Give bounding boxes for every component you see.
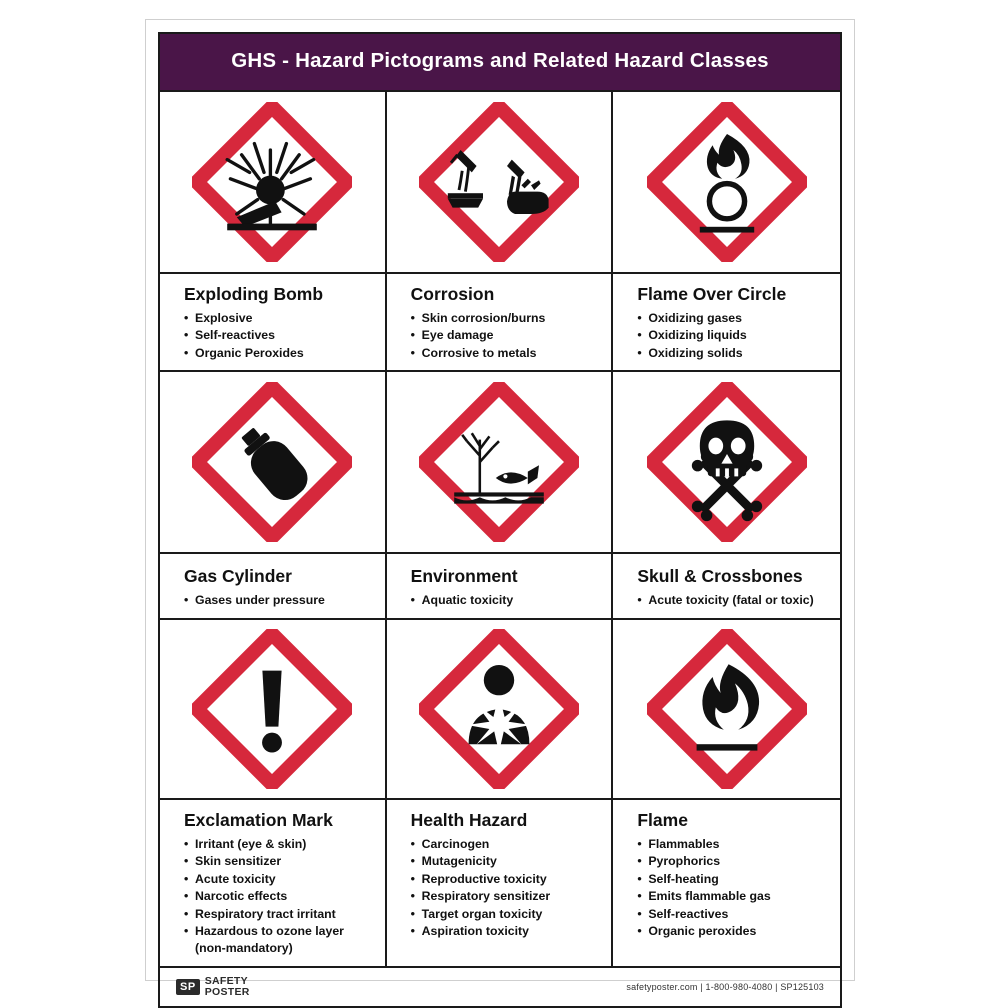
list-item: • Pyrophorics: [637, 853, 828, 870]
hazard-list: [184, 836, 373, 958]
hazard-list: [411, 836, 600, 941]
hazard-list: [184, 592, 373, 609]
flame-icon: [647, 629, 807, 789]
cell-text: [387, 554, 612, 618]
list-item: • Respiratory tract irritant: [184, 906, 373, 923]
list-item: • Acute toxicity: [184, 871, 373, 888]
ghs-poster: [145, 19, 855, 998]
poster-frame: [158, 32, 842, 1008]
cell-title: Exploding Bomb: [184, 283, 324, 304]
list-item: • Respiratory sensitizer: [411, 888, 600, 905]
list-item: • Organic Peroxides: [184, 345, 373, 362]
cell-environment: [387, 372, 614, 618]
list-item: • Corrosive to metals: [411, 345, 600, 362]
cell-title: Skull & Crossbones: [637, 566, 803, 587]
list-item: • Oxidizing gases: [637, 310, 828, 327]
list-item: • Flammables: [637, 836, 828, 853]
hazard-list: [637, 592, 828, 609]
list-item: • Self-heating: [637, 871, 828, 888]
pictogram-health-hazard: [387, 620, 612, 800]
list-item: • Oxidizing liquids: [637, 327, 828, 344]
list-item: • Reproductive toxicity: [411, 871, 600, 888]
list-item: • Gases under pressure: [184, 592, 373, 609]
cell-exploding-bomb: [160, 92, 387, 370]
list-item: • Mutagenicity: [411, 853, 600, 870]
list-item: • Organic peroxides: [637, 923, 828, 940]
cell-exclamation-mark: [160, 620, 387, 966]
hazard-list: [637, 836, 828, 941]
page-title: GHS - Hazard Pictograms and Related Hazard Classes: [160, 34, 840, 90]
pictogram-exclamation-mark: [160, 620, 385, 800]
exclamation-mark-icon: [192, 629, 352, 789]
cell-title: Gas Cylinder: [184, 566, 292, 587]
pictogram-gas-cylinder: [160, 372, 385, 554]
cell-text: [160, 554, 385, 618]
pictogram-exploding-bomb: [160, 92, 385, 274]
hazard-list: [637, 310, 828, 362]
corrosion-icon: [419, 102, 579, 262]
exploding-bomb-icon: [192, 102, 352, 262]
pictogram-corrosion: [387, 92, 612, 274]
list-item: • Self-reactives: [184, 327, 373, 344]
pictogram-skull-and-crossbones: [613, 372, 840, 554]
hazard-list: [411, 310, 600, 362]
pictogram-row: [160, 618, 840, 966]
cell-title: Corrosion: [410, 283, 495, 304]
list-item: • Narcotic effects: [184, 888, 373, 905]
list-item: • Acute toxicity (fatal or toxic): [637, 592, 828, 609]
health-hazard-icon: [419, 629, 579, 789]
logo-line-2: POSTER: [204, 985, 250, 998]
list-item: • Aspiration toxicity: [411, 923, 600, 940]
list-item: • Self-reactives: [637, 906, 828, 923]
flame-over-circle-icon: [647, 102, 807, 262]
list-item: • Eye damage: [411, 327, 600, 344]
cell-text: [387, 800, 612, 966]
cell-health-hazard: [387, 620, 614, 966]
list-item: • Skin sensitizer: [184, 853, 373, 870]
logo-mark: SP: [176, 979, 200, 995]
list-item: • Aquatic toxicity: [411, 592, 600, 609]
skull-and-crossbones-icon: [647, 382, 807, 542]
cell-title: Exclamation Mark: [184, 809, 333, 830]
cell-text: [613, 800, 840, 966]
cell-gas-cylinder: [160, 372, 387, 618]
list-item: • Irritant (eye & skin): [184, 836, 373, 853]
logo-text: [205, 976, 250, 997]
list-item: • Emits flammable gas: [637, 888, 828, 905]
cell-title: Health Hazard: [410, 809, 528, 830]
environment-icon: [419, 382, 579, 542]
brand-logo: [176, 976, 250, 997]
pictogram-flame-over-circle: [613, 92, 840, 274]
cell-text: [387, 274, 612, 370]
hazard-list: [184, 310, 373, 362]
pictogram-grid: [160, 90, 840, 966]
cell-text: [160, 800, 385, 966]
list-item: • Target organ toxicity: [411, 906, 600, 923]
pictogram-row: [160, 370, 840, 618]
footer-credit: safetyposter.com | 1-800-980-4080 | SP125103: [626, 981, 824, 992]
pictogram-environment: [387, 372, 612, 554]
cell-skull-and-crossbones: [613, 372, 840, 618]
list-item: • Skin corrosion/burns: [411, 310, 600, 327]
gas-cylinder-icon: [192, 382, 352, 542]
logo-line-1: SAFETY: [204, 975, 248, 988]
cell-flame-over-circle: [613, 92, 840, 370]
pictogram-flame: [613, 620, 840, 800]
cell-text: [613, 274, 840, 370]
hazard-list: [411, 592, 600, 609]
list-item: • Explosive: [184, 310, 373, 327]
list-item: • Hazardous to ozone layer (non-mandatory): [184, 923, 373, 958]
cell-corrosion: [387, 92, 614, 370]
list-item: • Carcinogen: [411, 836, 600, 853]
cell-title: Flame Over Circle: [637, 283, 787, 304]
pictogram-row: [160, 90, 840, 370]
cell-title: Environment: [410, 566, 518, 587]
cell-text: [160, 274, 385, 370]
list-item: • Oxidizing solids: [637, 345, 828, 362]
cell-flame: [613, 620, 840, 966]
cell-text: [613, 554, 840, 618]
cell-title: Flame: [637, 809, 688, 830]
